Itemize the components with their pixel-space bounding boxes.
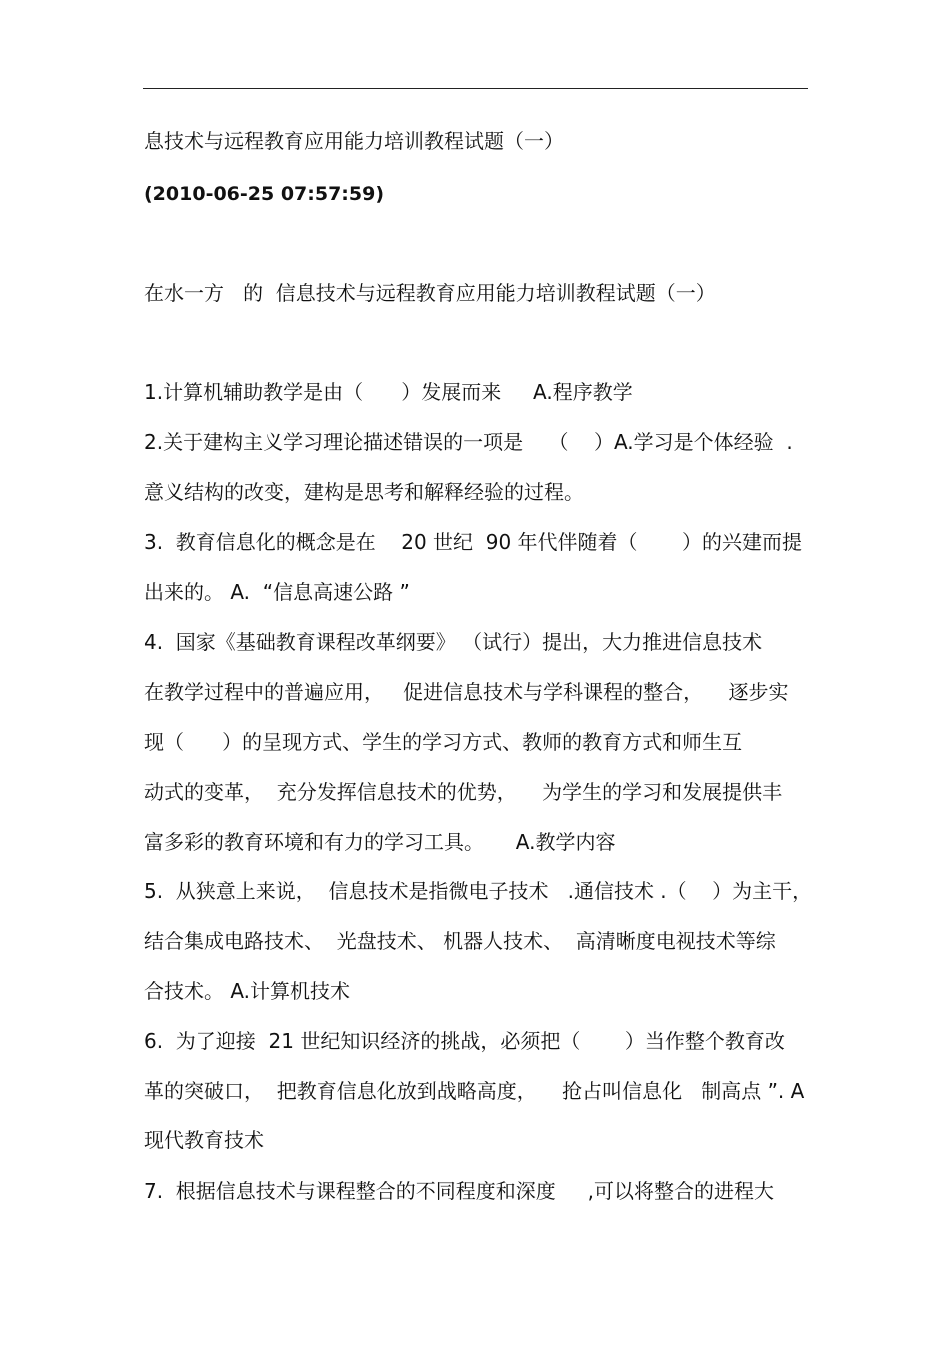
question-line: 在教学过程中的普遍应用， 促进信息技术与学科课程的整合， 逐步实	[144, 680, 789, 704]
question-line: 动式的变革， 充分发挥信息技术的优势， 为学生的学习和发展提供丰	[144, 780, 783, 804]
question-line: 现（ ）的呈现方式、学生的学习方式、教师的教育方式和师生互	[144, 730, 743, 754]
question-line: 合技术。 A.计算机技术	[144, 979, 351, 1003]
document-title: 息技术与远程教育应用能力培训教程试题（一）	[144, 129, 564, 153]
question-line: 5. 从狭意上来说， 信息技术是指微电子技术 .通信技术 .（ ）为主干，	[144, 879, 813, 903]
document-date: (2010-06-25 07:57:59)	[144, 183, 385, 205]
question-line: 富多彩的教育环境和有力的学习工具。 A.教学内容	[144, 830, 616, 854]
question-line: 1.计算机辅助教学是由（ ）发展而来 A.程序教学	[144, 380, 633, 404]
question-line: 3. 教育信息化的概念是在 20 世纪 90 年代伴随着（ ）的兴建而提	[144, 530, 803, 554]
question-line: 4. 国家《基础教育课程改革纲要》 （试行）提出，大力推进信息技术	[144, 630, 763, 654]
question-line: 革的突破口， 把教育信息化放到战略高度， 抢占叫信息化 制高点 ”. A	[144, 1079, 805, 1103]
question-line: 6. 为了迎接 21 世纪知识经济的挑战，必须把（ ）当作整个教育改	[144, 1029, 785, 1053]
question-line: 意义结构的改变，建构是思考和解释经验的过程。	[144, 480, 584, 504]
question-line: 2.关于建构主义学习理论描述错误的一项是 （ ）A.学习是个体经验 .	[144, 430, 793, 454]
document-subtitle: 在水一方 的 信息技术与远程教育应用能力培训教程试题（一）	[144, 281, 716, 305]
question-line: 现代教育技术	[144, 1128, 264, 1152]
question-line: 7. 根据信息技术与课程整合的不同程度和深度 ,可以将整合的进程大	[144, 1179, 774, 1203]
question-line: 结合集成电路技术、 光盘技术、 机器人技术、 高清晰度电视技术等综	[144, 929, 776, 953]
header-rule	[143, 88, 808, 89]
question-line: 出来的。 A. “信息高速公路 ”	[144, 580, 410, 604]
